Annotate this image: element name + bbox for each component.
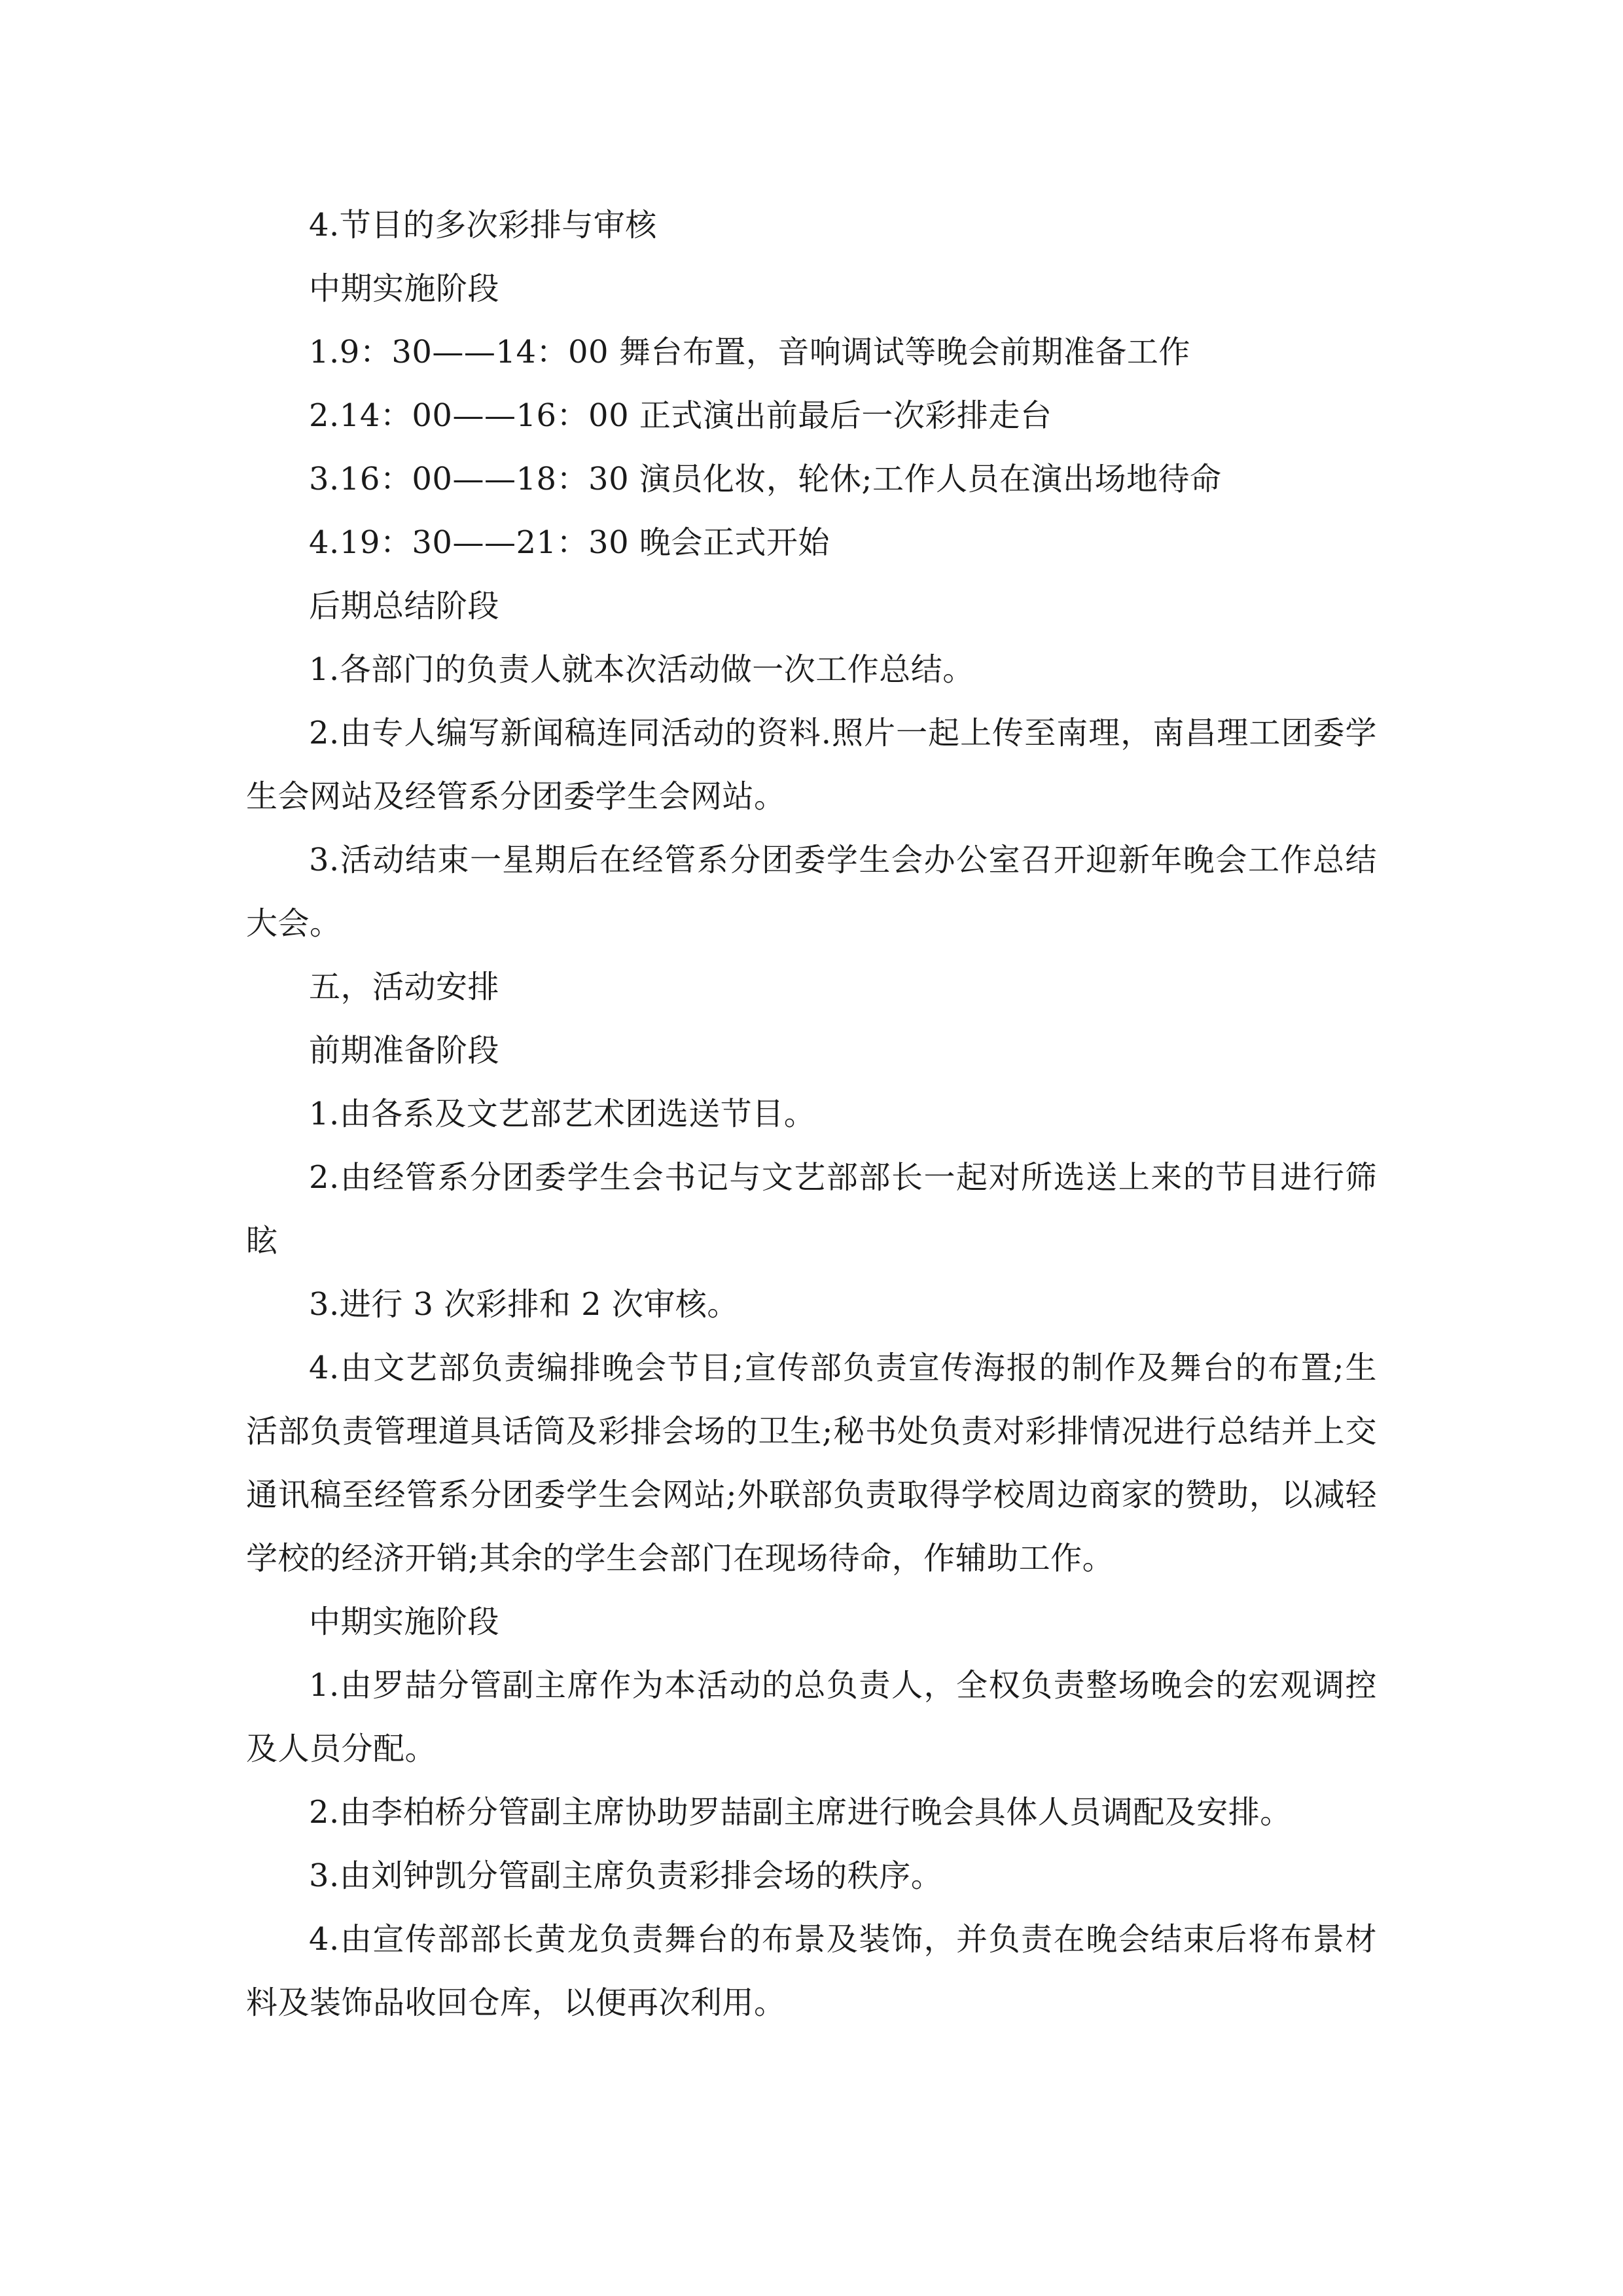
prep-item-2: 2.由经管系分团委学生会书记与文艺部部长一起对所选送上来的节目进行筛眩 — [246, 1159, 1377, 1259]
schedule-item-1: 1.9：30——14：00 舞台布置，音响调试等晚会前期准备工作 — [309, 334, 1190, 370]
schedule-item-2: 2.14：00——16：00 正式演出前最后一次彩排走台 — [309, 397, 1052, 434]
schedule-item-3: 3.16：00——18：30 演员化妆，轮休;工作人员在演出场地待命 — [309, 461, 1222, 497]
prep-item-3: 3.进行 3 次彩排和 2 次审核。 — [309, 1286, 739, 1323]
summary-item-2: 2.由专人编写新闻稿连同活动的资料.照片一起上传至南理，南昌理工团委学生会网站及经管系分团委学生会网站。 — [246, 715, 1377, 815]
mid-item-1: 1.由罗喆分管副主席作为本活动的总负责人，全权负责整场晚会的宏观调控及人员分配。 — [246, 1667, 1377, 1767]
schedule-item-4: 4.19：30——21：30 晚会正式开始 — [309, 524, 830, 561]
mid-item-3: 3.由刘钟凯分管副主席负责彩排会场的秩序。 — [309, 1857, 943, 1894]
mid-item-2: 2.由李柏桥分管副主席协助罗喆副主席进行晚会具体人员调配及安排。 — [309, 1794, 1292, 1831]
section-heading-arrangement: 五，活动安排 — [309, 969, 500, 1005]
mid-item-4: 4.由宣传部部长黄龙负责舞台的布景及装饰，并负责在晚会结束后将布景材料及装饰品收回仓库，以便再次利用。 — [246, 1921, 1377, 2021]
heading-summary-stage: 后期总结阶段 — [309, 588, 500, 624]
prep-item-1: 1.由各系及文艺部艺术团选送节目。 — [309, 1096, 816, 1132]
summary-item-3: 3.活动结束一星期后在经管系分团委学生会办公室召开迎新年晚会工作总结大会。 — [246, 842, 1377, 942]
heading-mid-stage-2: 中期实施阶段 — [309, 1604, 500, 1640]
summary-item-1: 1.各部门的负责人就本次活动做一次工作总结。 — [309, 651, 974, 688]
document-body — [246, 194, 1377, 2035]
prep-item-4: 4.由文艺部负责编排晚会节目;宣传部负责宣传海报的制作及舞台的布置;生活部负责管理道具话筒及彩排会场的卫生;秘书处负责对彩排情况进行总结并上交通讯稿至经管系分团委学生会网站;外联部负责取得学校周边商家的赞助，以减轻学校的经济开销;其余的学生会部门在现场待命，作辅助工作。 — [246, 1350, 1377, 1577]
heading-mid-stage: 中期实施阶段 — [309, 270, 500, 307]
paragraph-rehearsal-review: 4.节目的多次彩排与审核 — [309, 207, 657, 243]
heading-prep-stage: 前期准备阶段 — [309, 1032, 500, 1069]
